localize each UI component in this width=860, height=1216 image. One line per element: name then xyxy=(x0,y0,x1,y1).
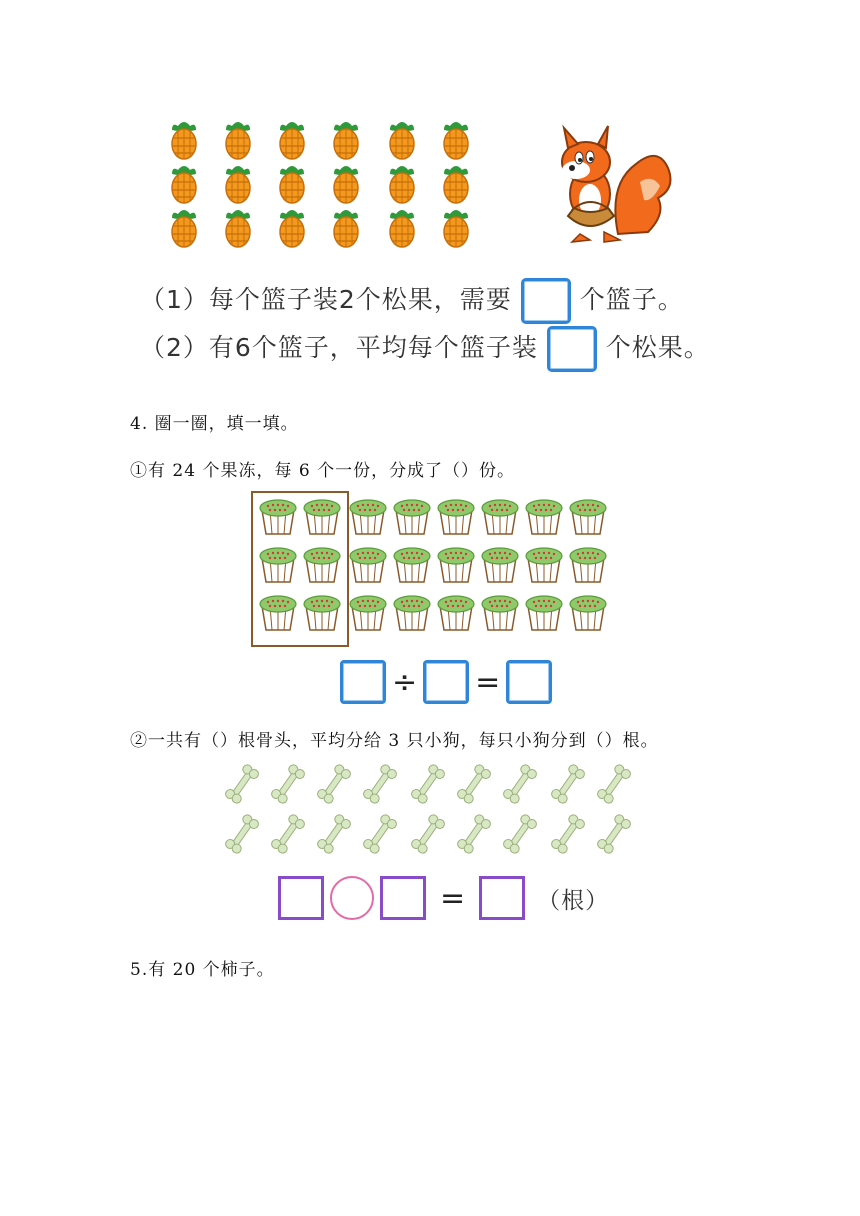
answer-box[interactable] xyxy=(380,876,426,920)
division-equation xyxy=(340,660,552,704)
answer-box[interactable] xyxy=(521,278,571,324)
question-3-2-suffix: 个松果。 xyxy=(605,333,710,362)
jelly xyxy=(260,500,606,630)
answer-box[interactable] xyxy=(278,876,324,920)
question-3-1-suffix: 个篮子。 xyxy=(579,285,684,314)
sub-question-1: ①有 24 个果冻，每 6 个一份，分成了（）份。 xyxy=(130,461,516,481)
bone xyxy=(224,763,632,855)
question-3-1-text: （1）每个篮子装2个松果，需要 xyxy=(140,285,512,314)
division-sign: ÷ xyxy=(392,664,418,700)
bone-grid xyxy=(222,760,632,860)
answer-box[interactable] xyxy=(423,660,469,704)
pinecone-grid xyxy=(160,118,480,258)
question-3-2-text: （2）有6个篮子，平均每个篮子装 xyxy=(140,333,538,362)
bone-equation xyxy=(278,876,609,920)
squirrel-illustration xyxy=(548,124,678,244)
pinecone xyxy=(172,122,468,247)
jelly-grid xyxy=(250,490,620,650)
question-3-1 xyxy=(140,278,684,324)
unit-label: （根） xyxy=(537,887,610,914)
equals-sign: = xyxy=(475,664,501,700)
equals-sign: = xyxy=(440,880,466,916)
answer-box[interactable] xyxy=(479,876,525,920)
section-5-heading: 5.有 20 个柿子。 xyxy=(130,960,275,980)
section-4-heading: 4. 圈一圈，填一填。 xyxy=(130,414,299,434)
answer-box[interactable] xyxy=(340,660,386,704)
question-3-2 xyxy=(140,326,710,372)
operator-circle[interactable] xyxy=(330,876,374,920)
answer-box[interactable] xyxy=(506,660,552,704)
answer-box[interactable] xyxy=(547,326,597,372)
sub-question-2: ②一共有（）根骨头，平均分给 3 只小狗，每只小狗分到（）根。 xyxy=(130,731,659,751)
